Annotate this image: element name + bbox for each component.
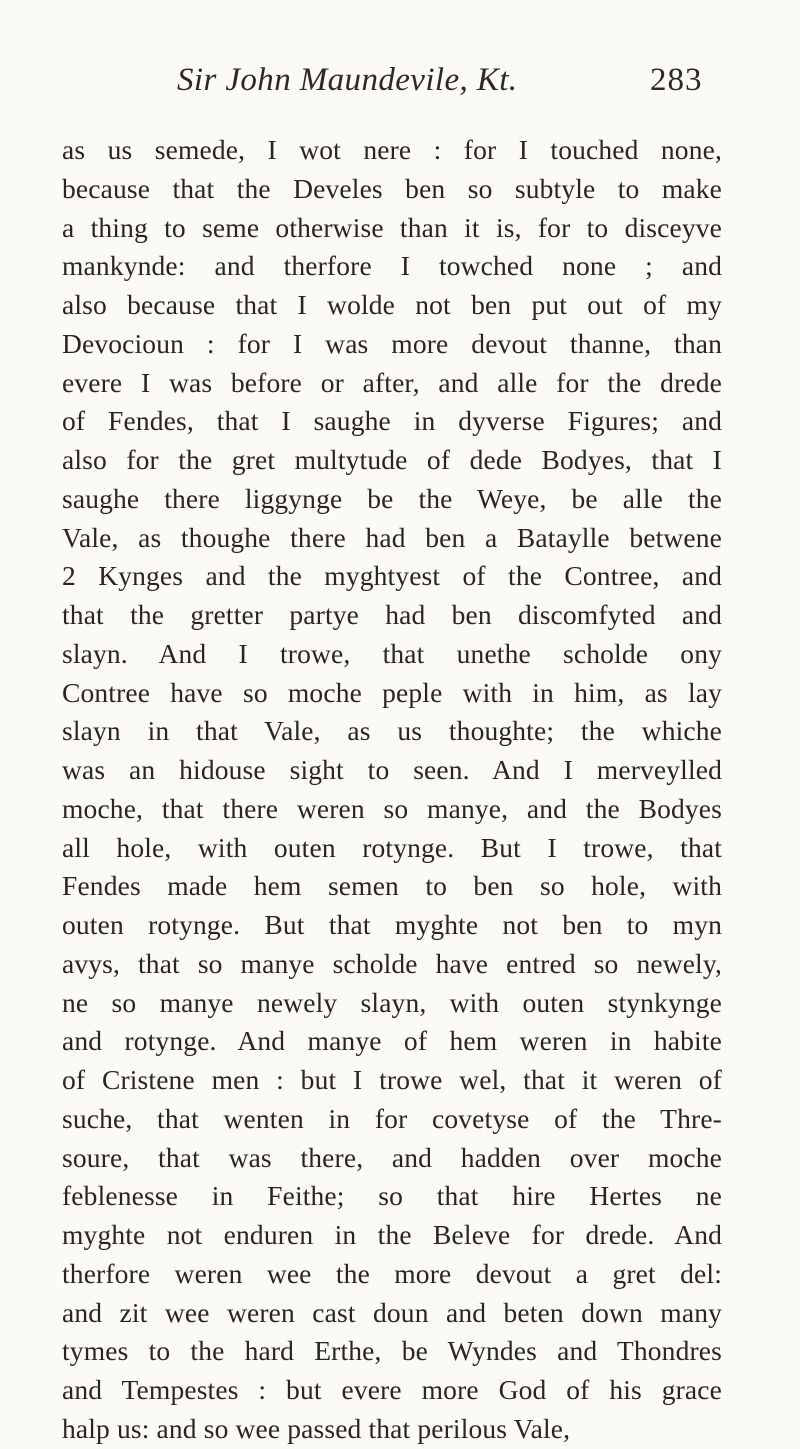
text-line-24: and rotynge. And manye of hem weren in habite	[62, 1025, 722, 1057]
text-line-8: of Fendes, that I saughe in dyverse Figures; and	[62, 405, 722, 437]
text-line-1: as us semede, I wot nere : for I touched none,	[62, 134, 722, 165]
text-line-9: also for the gret multytude of dede Bodyes, that I	[62, 444, 722, 475]
text-line-13: that the gretter partye had ben discomfyted and	[62, 599, 722, 630]
text-line-10: saughe there liggynge be the Weye, be alle the	[62, 482, 722, 514]
running-head	[0, 62, 800, 106]
text-line-33: and Tempestes : but evere more God of his grace	[62, 1374, 722, 1405]
text-line-4: mankynde: and therfore I towched none ; and	[62, 250, 722, 282]
text-line-31: and zit wee weren cast doun and beten down many	[62, 1296, 722, 1328]
text-line-34: halp us: and so wee passed that perilous Vale,	[62, 1412, 571, 1444]
text-line-3: a thing to seme otherwise than it is, for to disceyve	[62, 211, 722, 243]
text-line-12: 2 Kynges and the myghtyest of the Contree, and	[62, 560, 722, 592]
text-line-2: because that the Develes ben so subtyle to make	[62, 172, 722, 204]
text-line-21: outen rotynge. But that myghte not ben to myn	[62, 909, 722, 940]
text-line-18: moche, that there weren so manye, and the Bodyes	[62, 792, 722, 824]
text-line-23: ne so manye newely slayn, with outen stynkynge	[62, 986, 722, 1018]
text-line-22: avys, that so manye scholde have entred so newely,	[62, 947, 722, 979]
text-line-6: Devocioun : for I was more devout thanne, than	[62, 327, 722, 359]
text-line-26: suche, that wenten in for covetyse of the Thre-	[62, 1102, 722, 1134]
text-line-30: therfore weren wee the more devout a gret del:	[62, 1257, 722, 1289]
text-line-17: was an hidouse sight to seen. And I merveylled	[62, 754, 722, 785]
text-line-29: myghte not enduren in the Beleve for drede. And	[62, 1219, 722, 1250]
text-line-11: Vale, as thoughe there had ben a Bataylle betwene	[62, 521, 722, 553]
text-line-32: tymes to the hard Erthe, be Wyndes and Thondres	[62, 1335, 722, 1367]
text-line-27: soure, that was there, and hadden over moche	[62, 1141, 722, 1173]
text-line-14: slayn. And I trowe, that unethe scholde ony	[62, 637, 722, 669]
text-line-7: evere I was before or after, and alle for the drede	[62, 366, 722, 398]
page-number: 283	[650, 62, 703, 98]
text-line-28: feblenesse in Feithe; so that hire Hertes ne	[62, 1180, 722, 1212]
body-text	[62, 131, 722, 1449]
text-line-5: also because that I wolde not ben put out of my	[62, 289, 722, 320]
text-line-19: all hole, with outen rotynge. But I trowe, that	[62, 831, 722, 863]
text-line-25: of Cristene men : but I trowe wel, that it weren of	[62, 1064, 722, 1095]
running-title: Sir John Maundevile, Kt.	[177, 62, 518, 98]
text-line-20: Fendes made hem semen to ben so hole, with	[62, 870, 722, 902]
text-line-15: Contree have so moche peple with in him, as lay	[62, 676, 722, 708]
text-line-16: slayn in that Vale, as us thoughte; the whiche	[62, 715, 722, 747]
